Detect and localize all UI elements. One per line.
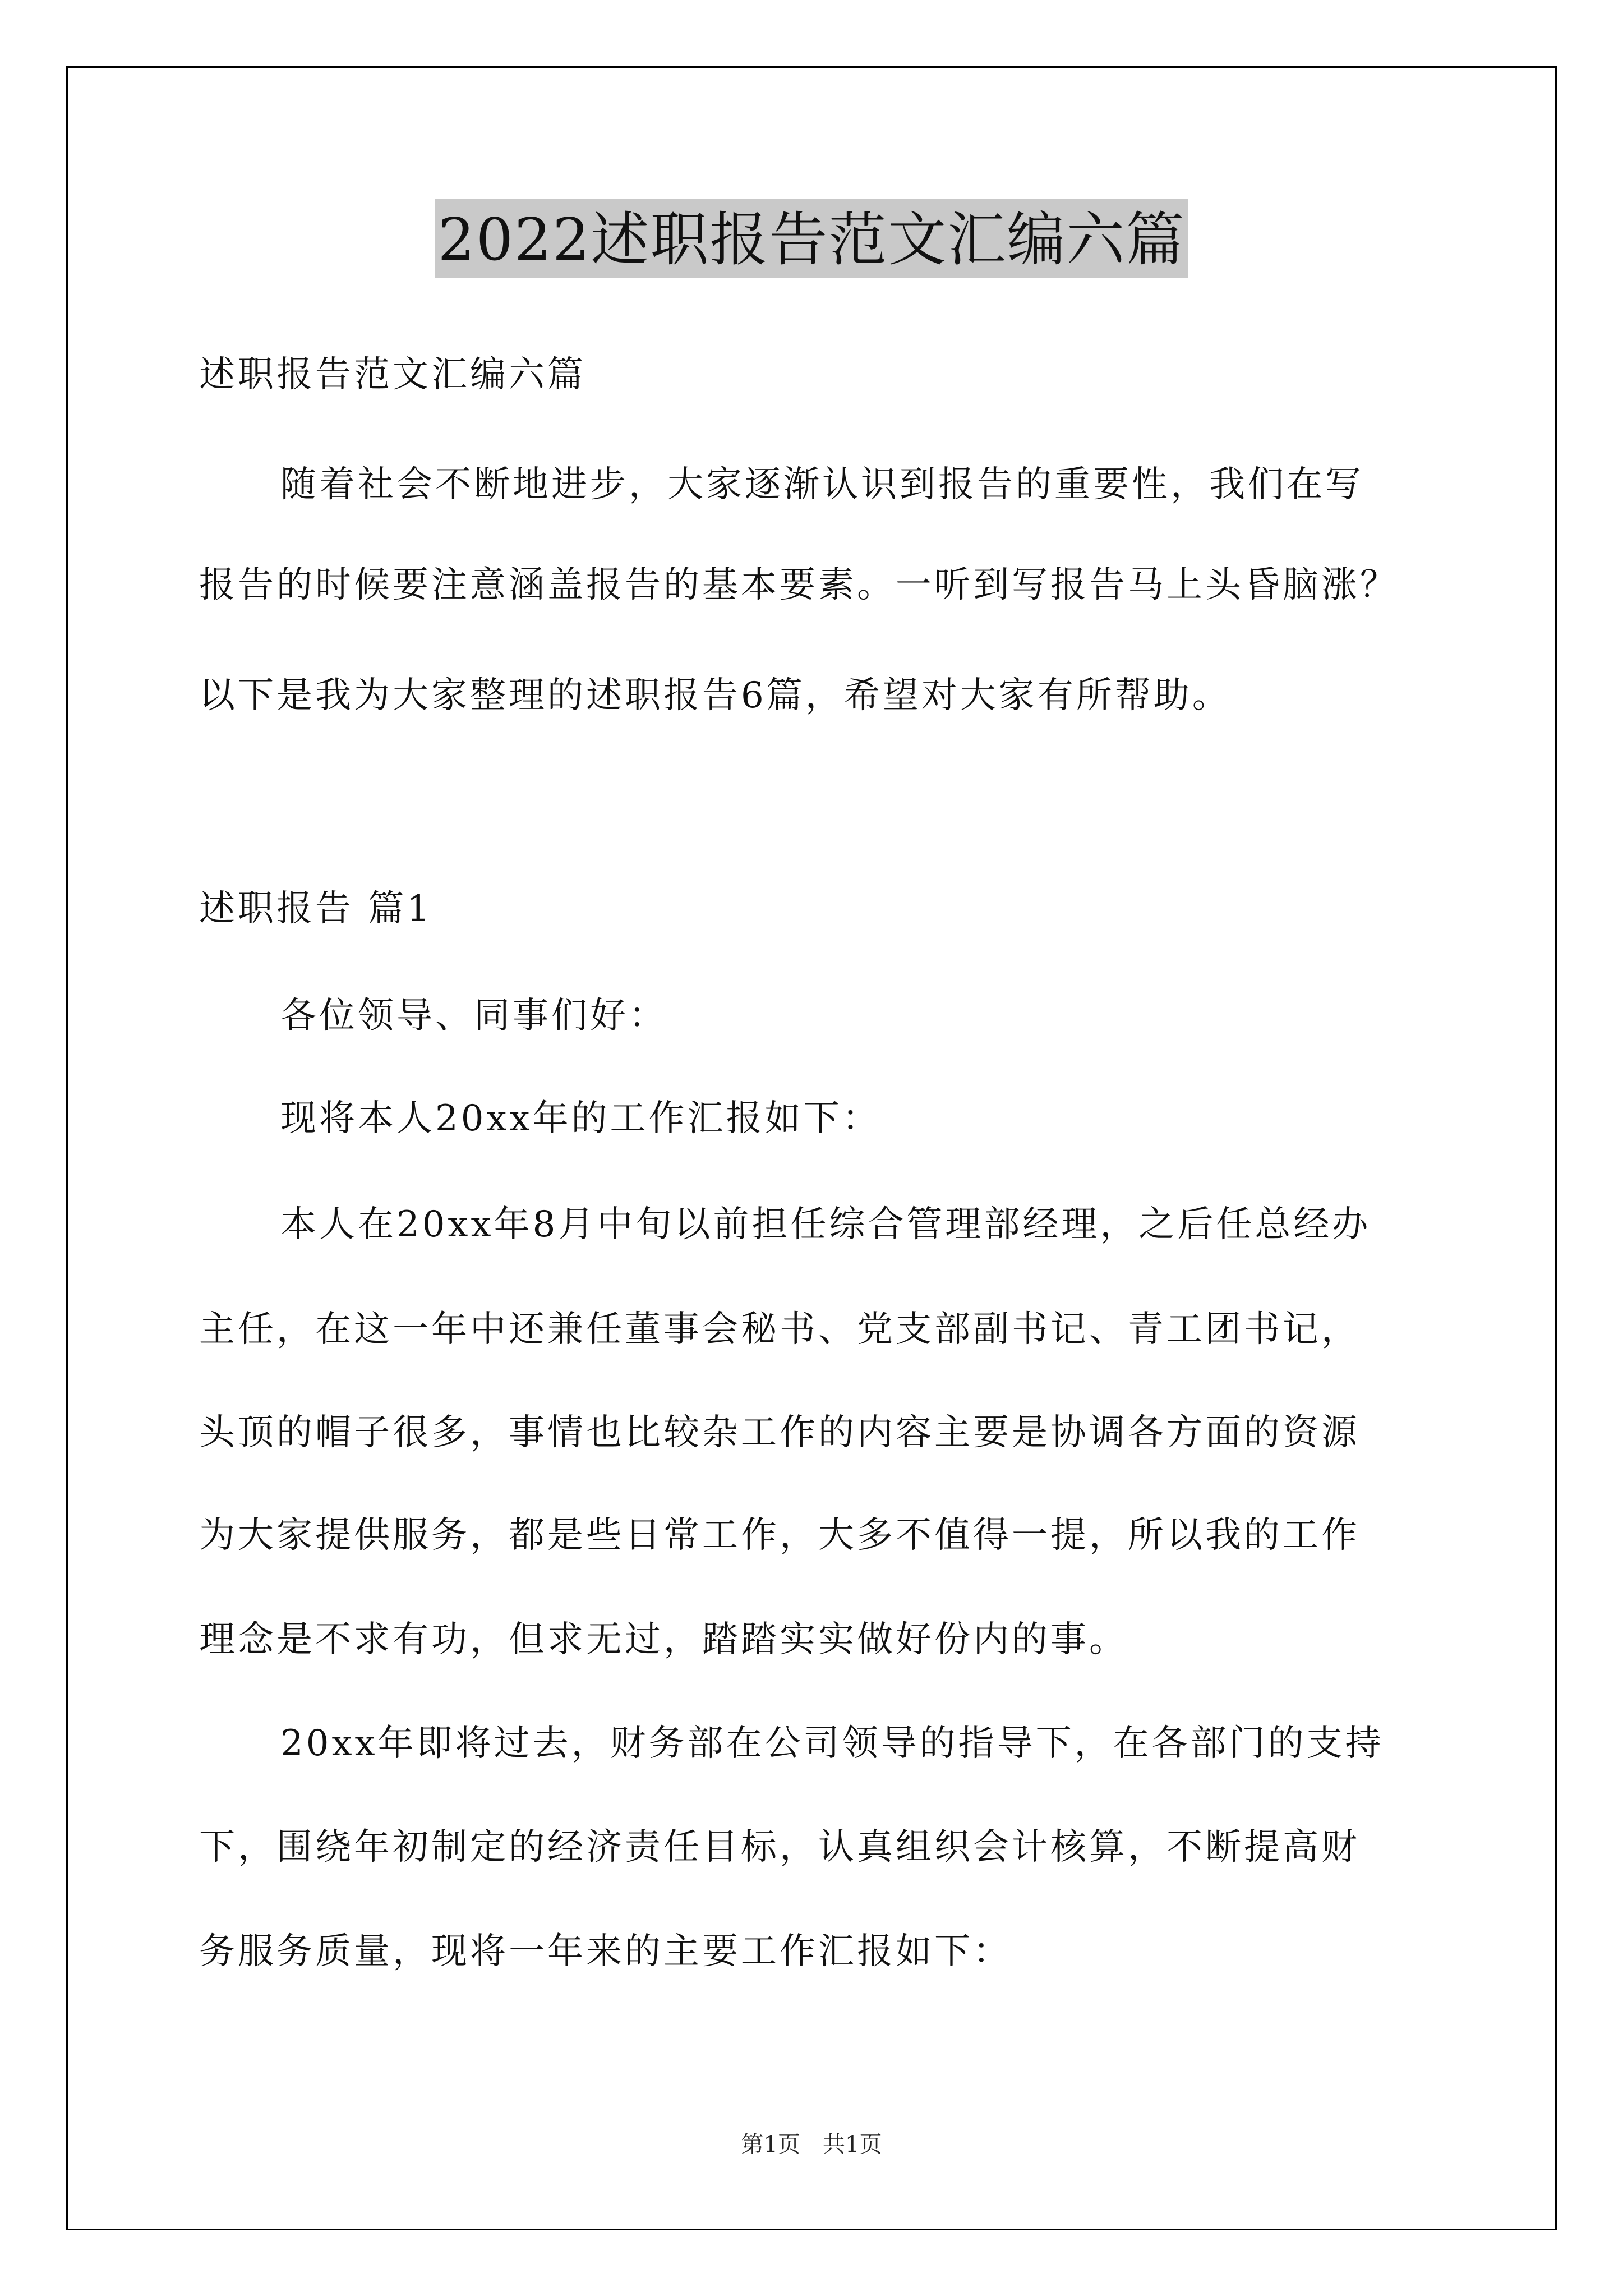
paragraph-line: 随着社会不断地进步，大家逐渐认识到报告的重要性，我们在写 [280,464,1364,505]
paragraph-line: 本人在20xx年8月中旬以前担任综合管理部经理，之后任总经办 [280,1204,1371,1245]
subtitle-line: 述职报告范文汇编六篇 [199,354,586,395]
paragraph-line: 各位领导、同事们好： [280,995,667,1037]
paragraph-line: 为大家提供服务，都是些日常工作，大多不值得一提，所以我的工作 [199,1515,1360,1556]
page-footer: 第1页 共1页 [741,2132,882,2157]
paragraph-line: 现将本人20xx年的工作汇报如下： [280,1098,881,1139]
paragraph-line: 理念是不求有功，但求无过，踏踏实实做好份内的事。 [199,1619,1128,1660]
paragraph-line: 务服务质量，现将一年来的主要工作汇报如下： [199,1931,1012,1972]
paragraph-line: 报告的时候要注意涵盖报告的基本要素。一听到写报告马上头昏脑涨？ [199,564,1399,606]
paragraph-line: 头顶的帽子很多，事情也比较杂工作的内容主要是协调各方面的资源 [199,1412,1360,1453]
paragraph-line: 20xx年即将过去，财务部在公司领导的指导下，在各部门的支持 [280,1723,1384,1764]
document-title: 2022述职报告范文汇编六篇 [435,199,1189,278]
paragraph-line: 以下是我为大家整理的述职报告6篇，希望对大家有所帮助。 [199,675,1231,716]
paragraph-line: 主任，在这一年中还兼任董事会秘书、党支部副书记、青工团书记， [199,1309,1360,1350]
section-heading: 述职报告 篇1 [199,888,433,930]
title-container [0,199,1623,278]
paragraph-line: 下，围绕年初制定的经济责任目标，认真组织会计核算，不断提高财 [199,1826,1360,1868]
